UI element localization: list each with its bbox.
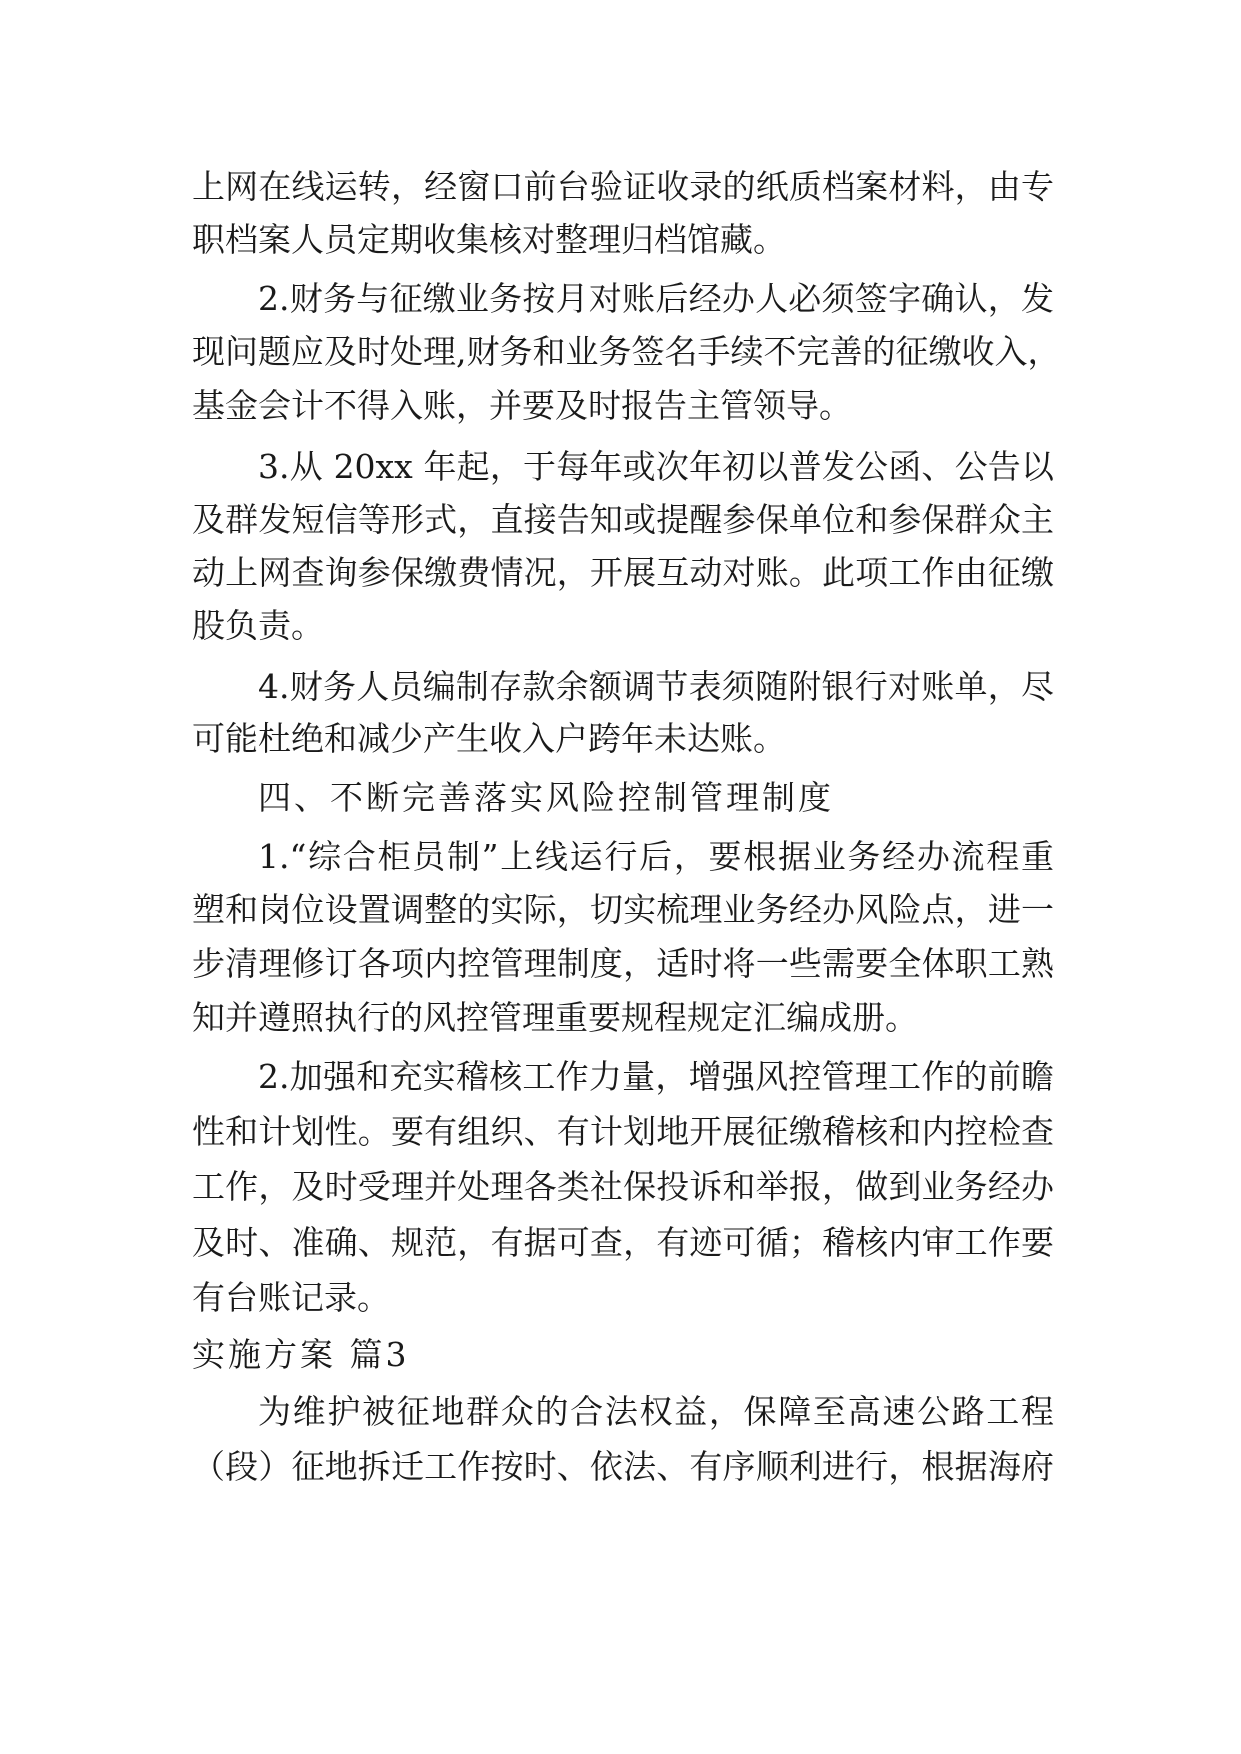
text-line: 现问题应及时处理,财务和业务签名手续不完善的征缴收入， (192, 332, 1061, 371)
text-line: 塑和岗位设置调整的实际，切实梳理业务经办风险点，进一 (192, 890, 1054, 929)
text-line: 基金会计不得入账，并要及时报告主管领导。 (192, 386, 852, 425)
text-line: 职档案人员定期收集核对整理归档馆藏。 (192, 220, 786, 259)
section-heading: 四、不断完善落实风险控制管理制度 (258, 778, 834, 817)
text-line: 上网在线运转，经窗口前台验证收录的纸质档案材料，由专 (192, 167, 1054, 206)
section-title: 实施方案 篇3 (192, 1335, 410, 1374)
text-line: 1.“综合柜员制”上线运行后，要根据业务经办流程重 (258, 837, 1054, 876)
text-line: 知并遵照执行的风控管理重要规程规定汇编成册。 (192, 998, 918, 1037)
text-line: 动上网查询参保缴费情况，开展互动对账。此项工作由征缴 (192, 553, 1054, 592)
text-line: 股负责。 (192, 606, 324, 645)
text-line: 3.从 20xx 年起，于每年或次年初以普发公函、公告以 (258, 447, 1054, 486)
text-line: 及时、准确、规范，有据可查，有迹可循；稽核内审工作要 (192, 1223, 1054, 1262)
text-line: 工作，及时受理并处理各类社保投诉和举报，做到业务经办 (192, 1167, 1054, 1206)
text-line: 2.加强和充实稽核工作力量，增强风控管理工作的前瞻 (258, 1057, 1054, 1096)
text-line: 4.财务人员编制存款余额调节表须随附银行对账单，尽 (258, 667, 1054, 706)
text-line: 可能杜绝和减少产生收入户跨年未达账。 (192, 719, 786, 758)
text-line: 2.财务与征缴业务按月对账后经办人必须签字确认，发 (258, 279, 1054, 318)
text-line: 为维护被征地群众的合法权益，保障至高速公路工程 (258, 1392, 1054, 1431)
text-line: （段）征地拆迁工作按时、依法、有序顺利进行，根据海府 (192, 1447, 1054, 1486)
text-line: 步清理修订各项内控管理制度，适时将一些需要全体职工熟 (192, 944, 1054, 983)
text-line: 有台账记录。 (192, 1278, 390, 1317)
text-line: 性和计划性。要有组织、有计划地开展征缴稽核和内控检查 (192, 1112, 1054, 1151)
text-line: 及群发短信等形式，直接告知或提醒参保单位和参保群众主 (192, 500, 1054, 539)
